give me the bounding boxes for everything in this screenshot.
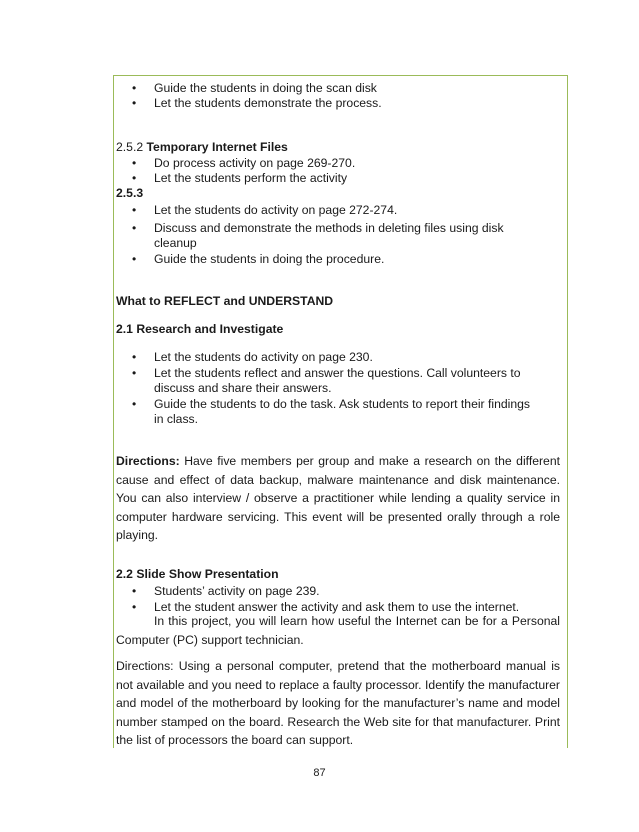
bullet-icon: • — [132, 366, 137, 380]
research-heading: 2.1 Research and Investigate — [116, 322, 284, 336]
bullet-icon: • — [132, 221, 137, 235]
list-item: Let the students perform the activity — [154, 171, 348, 185]
directions-label: Directions: — [116, 454, 180, 468]
bullet-icon: • — [132, 203, 137, 217]
section-heading-253: 2.5.3 — [116, 186, 144, 200]
list-item: Guide the students in doing the procedure. — [154, 252, 385, 266]
reflect-heading: What to REFLECT and UNDERSTAND — [116, 294, 334, 308]
section-title: Temporary Internet Files — [146, 140, 288, 154]
slideshow-directions: Directions: Using a personal computer, pretend that the motherboard manual is not available and you need to replace a faulty processor. Identify the manufacturer and model of the motherboard by looking for the manufacturer’s name and model number stamped on the board. Research the Web site for that manufacturer. Print the list of processors the board can support. — [116, 659, 560, 747]
list-item: Let the student answer the activity and ask them to use the internet. — [154, 600, 520, 614]
bullet-icon: • — [132, 252, 137, 266]
list-item: Guide the students to do the task. Ask students to report their findings — [154, 397, 531, 411]
list-item: Discuss and demonstrate the methods in deleting files using disk — [154, 221, 504, 235]
list-item-continuation: cleanup — [154, 236, 197, 250]
slideshow-project-text: In this project, you will learn how useful the Internet can be for a Personal Computer (PC) support technician. — [116, 614, 560, 647]
list-item: Students’ activity on page 239. — [154, 584, 320, 598]
list-item: Do process activity on page 269-270. — [154, 156, 356, 170]
page-number: 87 — [313, 767, 326, 779]
list-item: Let the students demonstrate the process. — [154, 96, 382, 110]
directions-text: Have five members per group and make a research on the different cause and effect of data backup, malware maintenance and disk maintenance. You can also interview / observe a practitioner while lending a quality service in computer hardware servicing. This event will be presented orally through a role playing. — [116, 454, 560, 542]
research-directions — [116, 452, 560, 545]
bullet-icon: • — [132, 81, 137, 95]
list-item: Let the students reflect and answer the questions. Call volunteers to — [154, 366, 521, 380]
list-item-continuation: discuss and share their answers. — [154, 381, 332, 395]
bullet-icon: • — [132, 350, 137, 364]
bullet-icon: • — [132, 600, 137, 614]
section-number: 2.5.2 — [116, 140, 144, 154]
bullet-icon: • — [132, 96, 137, 110]
bullet-icon: • — [132, 171, 137, 185]
list-item-continuation: in class. — [154, 412, 199, 426]
slideshow-heading: 2.2 Slide Show Presentation — [116, 567, 279, 581]
list-item: Let the students do activity on page 230. — [154, 350, 373, 364]
section-heading-252 — [116, 140, 288, 155]
list-item: Guide the students in doing the scan disk — [154, 81, 377, 95]
list-item: Let the students do activity on page 272-274. — [154, 203, 398, 217]
bullet-icon: • — [132, 584, 137, 598]
bullet-icon: • — [132, 397, 137, 411]
bullet-icon: • — [132, 156, 137, 170]
